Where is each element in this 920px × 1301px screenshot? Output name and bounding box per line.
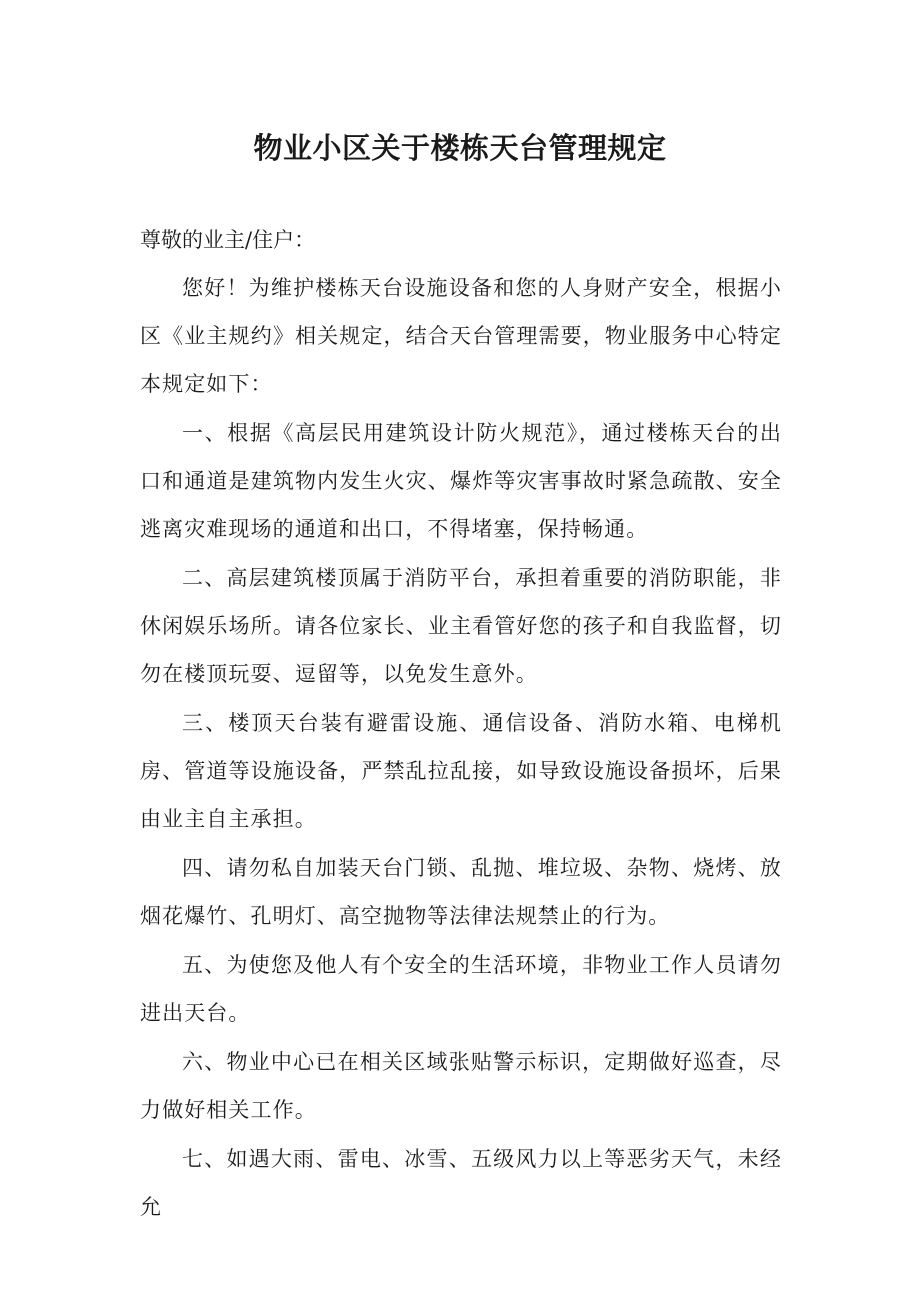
document-body — [140, 216, 782, 1231]
document-title: 物业小区关于楼栋天台管理规定 — [253, 131, 667, 165]
paragraph-rule-6: 六、物业中心已在相关区域张贴警示标识，定期做好巡查，尽力做好相关工作。 — [140, 1050, 782, 1122]
salutation: 尊敬的业主/住户： — [140, 228, 316, 252]
paragraph-rule-4: 四、请勿私自加装天台门锁、乱抛、堆垃圾、杂物、烧烤、放烟花爆竹、孔明灯、高空抛物等法律法规禁止的行为。 — [140, 856, 782, 928]
paragraph-rule-7: 七、如遇大雨、雷电、冰雪、五级风力以上等恶劣天气，未经允 — [140, 1147, 782, 1219]
paragraph-rule-3: 三、楼顶天台装有避雷设施、通信设备、消防水箱、电梯机房、管道等设施设备，严禁乱拉乱接，如导致设施设备损坏，后果由业主自主承担。 — [140, 711, 782, 831]
paragraph-rule-5: 五、为使您及他人有个安全的生活环境，非物业工作人员请勿进出天台。 — [140, 953, 782, 1025]
paragraph-rule-2: 二、高层建筑楼顶属于消防平台，承担着重要的消防职能，非休闲娱乐场所。请各位家长、业主看管好您的孩子和自我监督，切勿在楼顶玩耍、逗留等，以免发生意外。 — [140, 566, 782, 686]
paragraph-rule-1: 一、根据《高层民用建筑设计防火规范》，通过楼栋天台的出口和通道是建筑物内发生火灾、爆炸等灾害事故时紧急疏散、安全逃离灾难现场的通道和出口，不得堵塞，保持畅通。 — [140, 421, 782, 541]
paragraph-intro: 您好！为维护楼栋天台设施设备和您的人身财产安全，根据小区《业主规约》相关规定，结合天台管理需要，物业服务中心特定本规定如下： — [140, 276, 782, 396]
